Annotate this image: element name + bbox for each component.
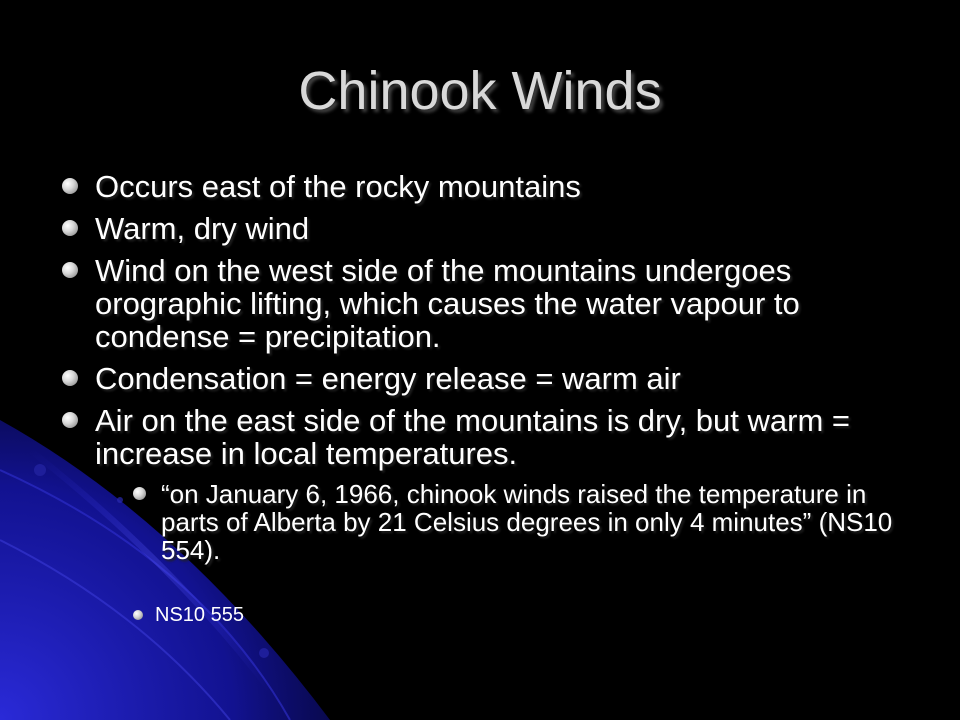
bullet-item <box>60 362 920 395</box>
bullet-text: Wind on the west side of the mountains undergoes orographic lifting, which causes the water vapour to condense = precipitation. <box>95 253 800 354</box>
sub-bullet-text: “on January 6, 1966, chinook winds raised the temperature in parts of Alberta by 21 Celsius degrees in only 4 minutes” (NS10 554). <box>161 479 893 565</box>
citation-item <box>133 604 244 626</box>
bullet-icon <box>133 487 146 500</box>
bullet-icon <box>133 610 143 620</box>
bullet-item <box>60 254 920 353</box>
bullet-item <box>60 170 920 203</box>
bullet-list <box>60 170 920 573</box>
bullet-item <box>60 404 920 564</box>
bullet-text: Condensation = energy release = warm air <box>95 361 681 396</box>
bullet-icon <box>62 262 78 278</box>
glow-dot <box>34 464 46 476</box>
bullet-text: Warm, dry wind <box>95 211 310 246</box>
citation-text: NS10 555 <box>155 604 244 626</box>
bullet-icon <box>62 178 78 194</box>
bullet-icon <box>62 370 78 386</box>
slide-title: Chinook Winds <box>298 61 662 121</box>
sub-bullet-item <box>133 480 920 564</box>
bullet-item <box>60 212 920 245</box>
glow-dot <box>259 648 269 658</box>
bullet-text: Occurs east of the rocky mountains <box>95 169 581 204</box>
citation-list <box>133 604 244 626</box>
bullet-icon <box>62 412 78 428</box>
sub-bullet-list <box>133 480 920 564</box>
bullet-icon <box>62 220 78 236</box>
bullet-text: Air on the east side of the mountains is dry, but warm = increase in local temperatures. <box>95 403 850 471</box>
